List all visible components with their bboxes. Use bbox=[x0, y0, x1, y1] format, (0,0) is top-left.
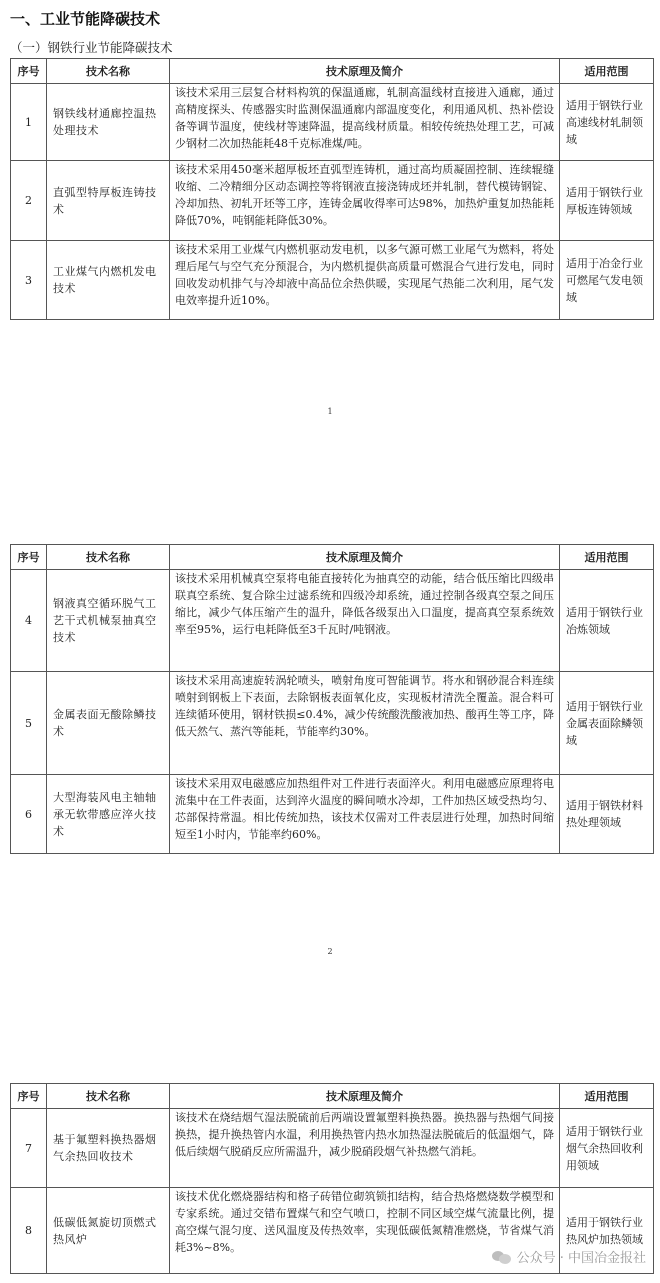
row-scope: 适用于钢铁行业高速线材轧制领域 bbox=[560, 84, 654, 161]
row-no: 3 bbox=[11, 241, 47, 320]
table-row bbox=[11, 570, 654, 672]
tech-table-page-3 bbox=[10, 1083, 654, 1274]
row-scope: 适用于钢铁行业厚板连铸领域 bbox=[560, 161, 654, 241]
table-row bbox=[11, 241, 654, 320]
header-no: 序号 bbox=[11, 545, 47, 570]
row-scope: 适用于钢铁行业冶炼领域 bbox=[560, 570, 654, 672]
row-name: 金属表面无酸除鳞技术 bbox=[47, 672, 170, 775]
row-desc: 该技术在烧结烟气湿法脱硫前后两端设置氟塑料换热器。换热器与热烟气间接换热，提升换热管内水温，利用换热管内热水加热湿法脱硫后的低温烟气，降低后续烟气脱硝反应所需温升，减少脱硝段烟气补热燃气消耗。 bbox=[170, 1109, 560, 1188]
row-scope: 适用于钢铁材料热处理领域 bbox=[560, 775, 654, 854]
table-row bbox=[11, 161, 654, 241]
row-scope: 适用于冶金行业可燃尾气发电领域 bbox=[560, 241, 654, 320]
row-scope: 适用于钢铁行业烟气余热回收利用领域 bbox=[560, 1109, 654, 1188]
row-desc: 该技术采用工业煤气内燃机驱动发电机，以多气源可燃工业尾气为燃料，将处理后尾气与空气充分预混合，为内燃机提供高质量可燃混合气进行发电，同时回收发动机排气与冷却液中高品位余热供暖，实现尾气热能二次利用，尾气发电效率提升近10%。 bbox=[170, 241, 560, 320]
row-desc: 该技术采用机械真空泵将电能直接转化为抽真空的动能，结合低压缩比四级串联真空系统、复合除尘过滤系统和四级冷却系统，通过控制各级真空泵之间压缩比，减少气体压缩产生的温升，降低各级泵出入口温度，提高真空泵系统效率至95%，运行电耗降低至3千瓦时/吨钢液。 bbox=[170, 570, 560, 672]
row-no: 8 bbox=[11, 1188, 47, 1274]
header-desc: 技术原理及简介 bbox=[170, 1084, 560, 1109]
row-name: 钢铁线材通廊控温热处理技术 bbox=[47, 84, 170, 161]
header-desc: 技术原理及简介 bbox=[170, 59, 560, 84]
header-scope: 适用范围 bbox=[560, 545, 654, 570]
section-heading: 一、工业节能降碳技术 bbox=[10, 10, 161, 28]
row-scope: 适用于钢铁行业金属表面除鳞领域 bbox=[560, 672, 654, 775]
header-scope: 适用范围 bbox=[560, 1084, 654, 1109]
row-name: 钢液真空循环脱气工艺干式机械泵抽真空技术 bbox=[47, 570, 170, 672]
row-no: 2 bbox=[11, 161, 47, 241]
header-name: 技术名称 bbox=[47, 1084, 170, 1109]
header-no: 序号 bbox=[11, 59, 47, 84]
header-desc: 技术原理及简介 bbox=[170, 545, 560, 570]
header-name: 技术名称 bbox=[47, 545, 170, 570]
tech-table-page-1 bbox=[10, 58, 654, 320]
row-name: 工业煤气内燃机发电技术 bbox=[47, 241, 170, 320]
watermark bbox=[492, 1247, 646, 1266]
page-number: 1 bbox=[327, 407, 333, 416]
table-row bbox=[11, 1109, 654, 1188]
header-no: 序号 bbox=[11, 1084, 47, 1109]
table-row bbox=[11, 672, 654, 775]
row-no: 6 bbox=[11, 775, 47, 854]
watermark-text: 公众号 · 中国冶金报社 bbox=[516, 1251, 646, 1266]
page-number: 2 bbox=[327, 947, 333, 956]
row-scope: 适用于钢铁行业热风炉加热领域 bbox=[560, 1188, 654, 1274]
subsection-heading: （一）钢铁行业节能降碳技术 bbox=[10, 40, 173, 55]
row-desc: 该技术采用三层复合材料构筑的保温通廊，轧制高温线材直接进入通廊，通过高精度探头、传感器实时监测保温通廊内部温度变化，利用通风机、热补偿设备等调节温度，使线材等速降温，提高线材质量。相较传统热处理工艺，可减少钢材二次加热能耗48千克标准煤/吨。 bbox=[170, 84, 560, 161]
row-no: 7 bbox=[11, 1109, 47, 1188]
table-row bbox=[11, 84, 654, 161]
tech-table-page-2 bbox=[10, 544, 654, 854]
row-desc: 该技术采用双电磁感应加热组件对工件进行表面淬火。利用电磁感应原理将电流集中在工件表面，达到淬火温度的瞬间喷水冷却，工件加热区域受热均匀、芯部保持常温。相比传统加热，该技术仅需对工件表层进行处理，加热时间缩短至1小时内，节能率约60%。 bbox=[170, 775, 560, 854]
row-desc: 该技术采用高速旋转涡轮喷头，喷射角度可智能调节。将水和钢砂混合料连续喷射到钢板上下表面，去除钢板表面氧化皮，实现板材清洗全覆盖。混合料可连续循环使用，钢材铁损≤0.4%，减少传统酸洗酸液加热、酸再生等工序，降低天然气、蒸汽等能耗，节能率约30%。 bbox=[170, 672, 560, 775]
row-no: 4 bbox=[11, 570, 47, 672]
row-name: 低碳低氮旋切顶燃式热风炉 bbox=[47, 1188, 170, 1274]
row-name: 基于氟塑料换热器烟气余热回收技术 bbox=[47, 1109, 170, 1188]
row-desc: 该技术采用450毫米超厚板坯直弧型连铸机，通过高均质凝固控制、连续辊缝收缩、二冷精细分区动态调控等将钢液直接浇铸成坯并轧制，替代模铸钢锭、冷却加热、初轧开坯等工序，连铸金属收得率可达98%，加热炉重复加热能耗降低70%，吨钢能耗降低30%。 bbox=[170, 161, 560, 241]
row-no: 1 bbox=[11, 84, 47, 161]
row-name: 大型海装风电主轴轴承无软带感应淬火技术 bbox=[47, 775, 170, 854]
header-scope: 适用范围 bbox=[560, 59, 654, 84]
row-no: 5 bbox=[11, 672, 47, 775]
wechat-icon bbox=[492, 1250, 512, 1264]
table-row bbox=[11, 775, 654, 854]
header-name: 技术名称 bbox=[47, 59, 170, 84]
row-name: 直弧型特厚板连铸技术 bbox=[47, 161, 170, 241]
row-desc: 该技术优化燃烧器结构和格子砖错位砌筑锁扣结构，结合热烙燃烧数学模型和专家系统。通过交错布置煤气和空气喷口，控制不同区域空煤气流量比例，提高空煤气混匀度、送风温度及传热效率，实现低碳低氮精准燃烧，节省煤气消耗3%~8%。 bbox=[170, 1188, 560, 1274]
